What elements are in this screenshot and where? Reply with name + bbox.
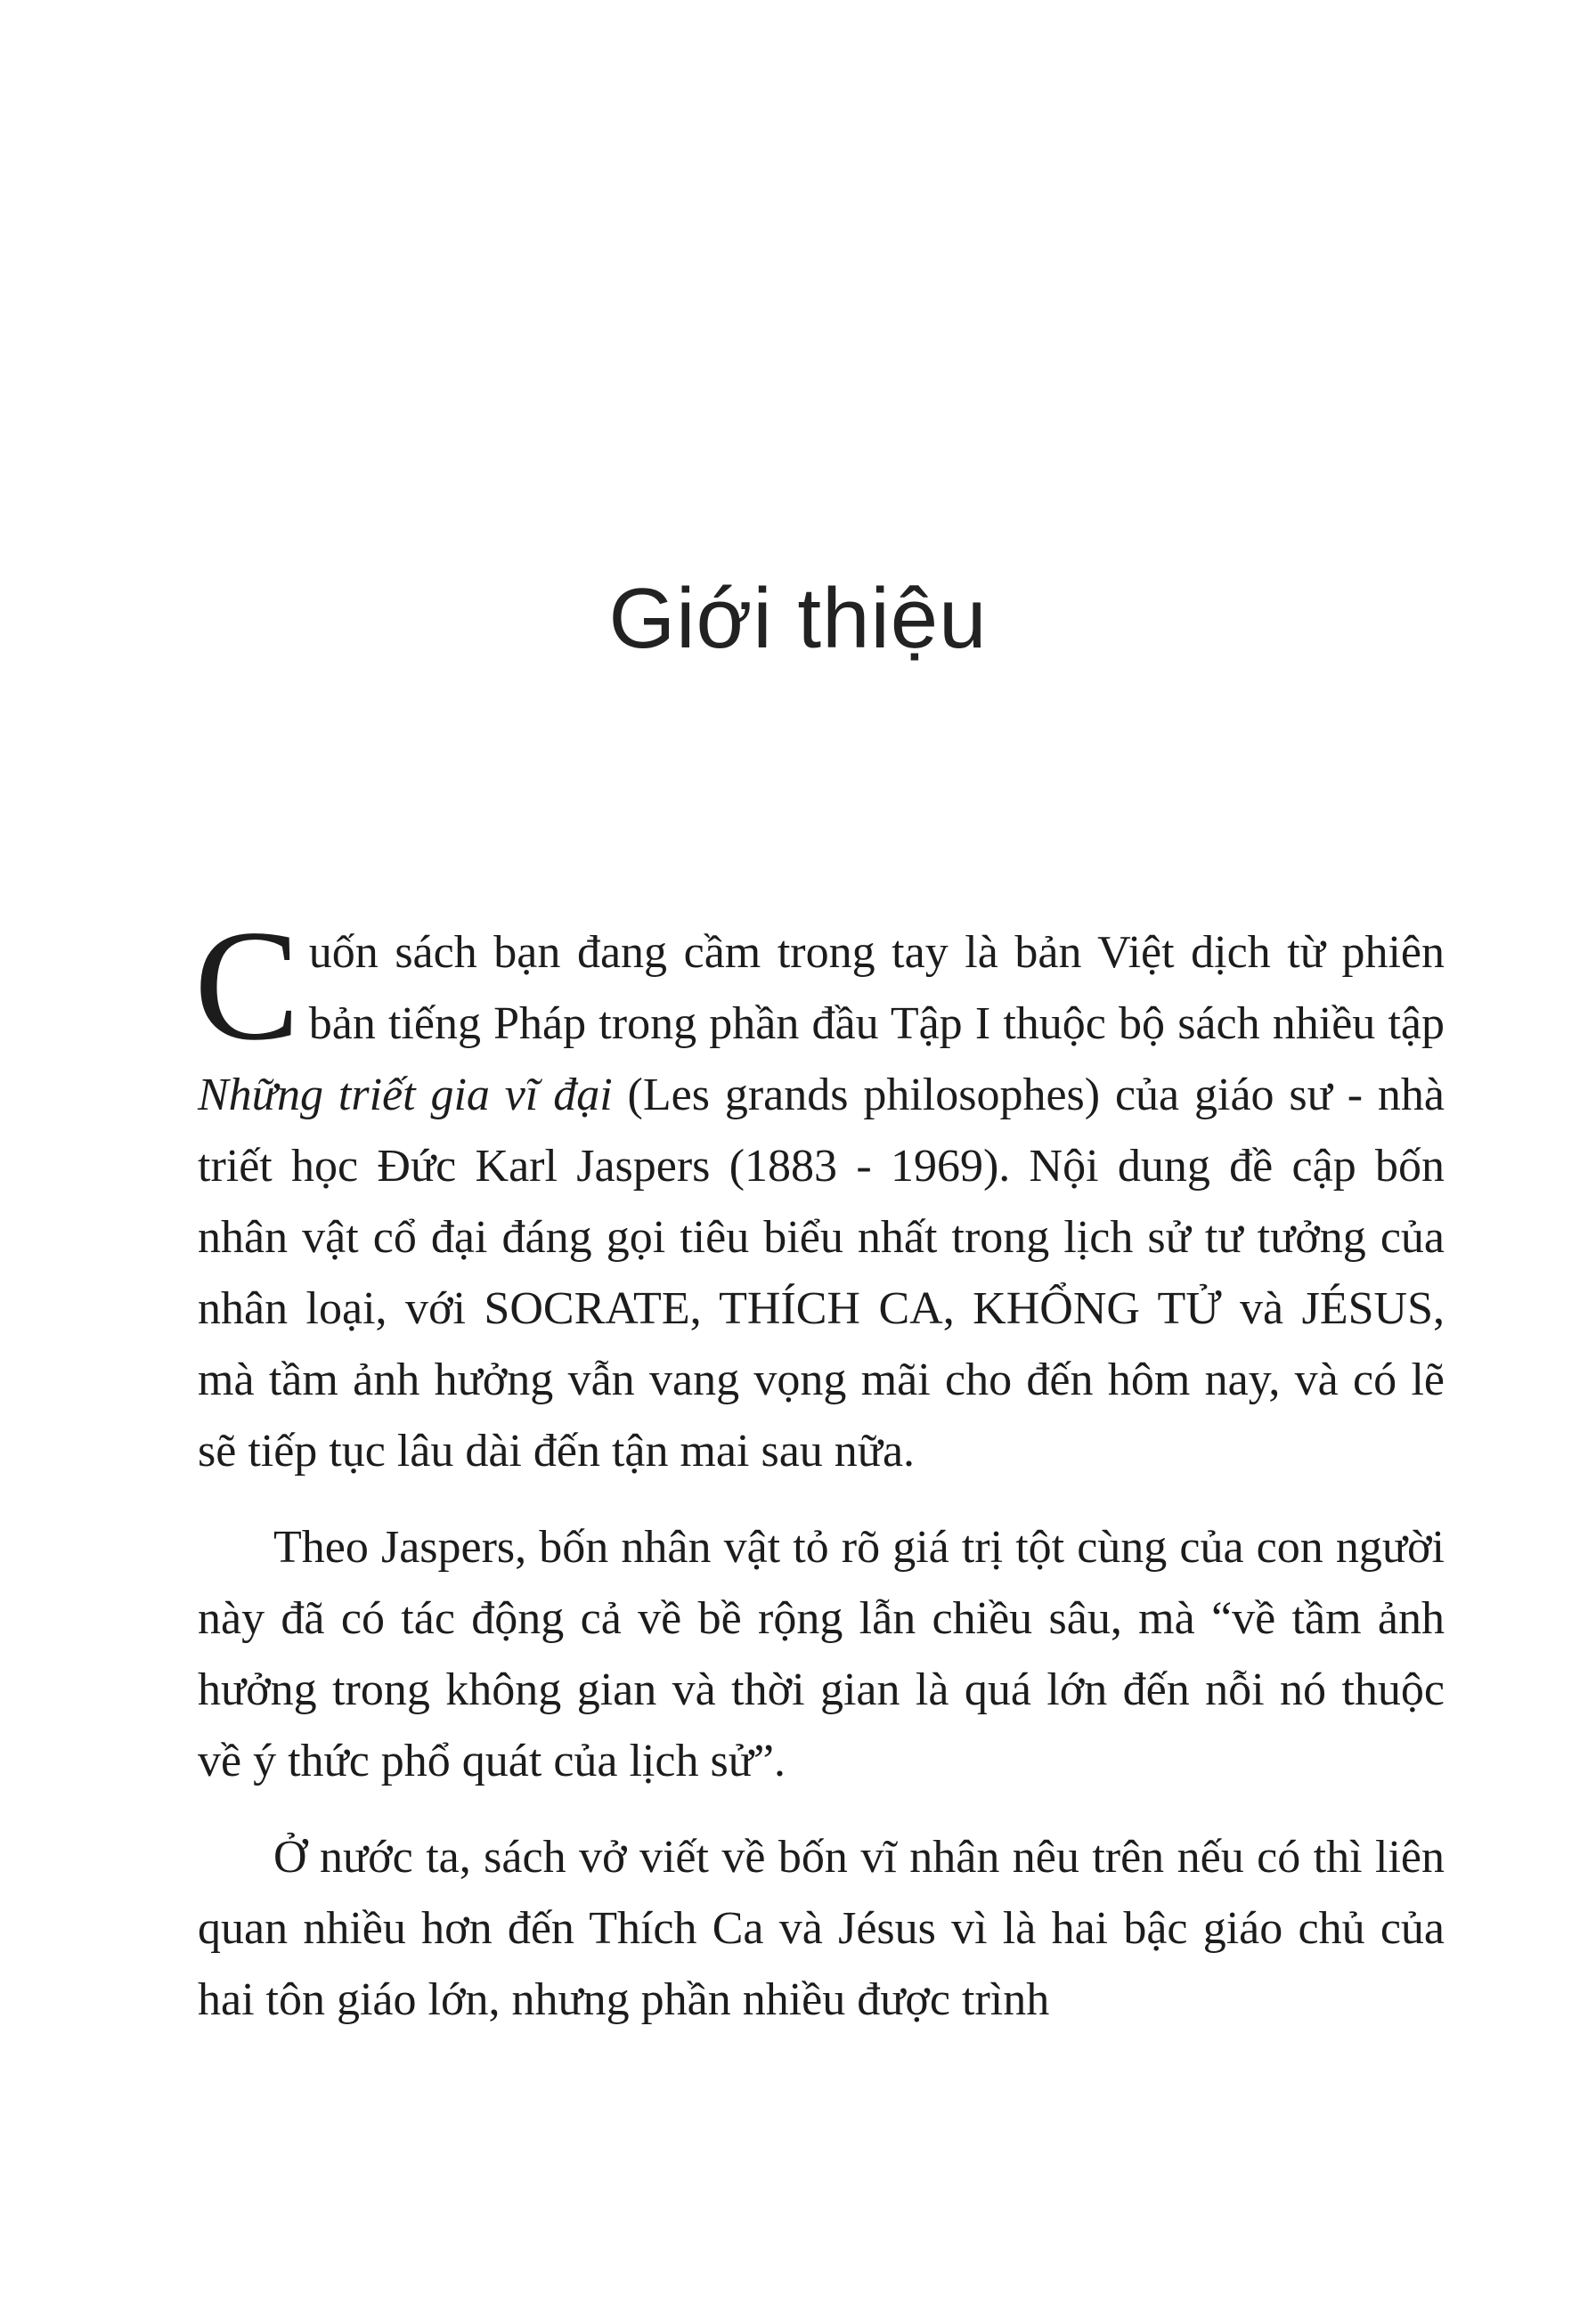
drop-cap: C bbox=[194, 897, 300, 1073]
paragraph-1-text-start: uốn sách bạn đang cầm trong tay là bản Việt dịch từ phiên bản tiếng Pháp trong phần đầu Tập I thuộc bộ sách nhiều tập bbox=[308, 927, 1445, 1049]
paragraph-1-text-end: (Les grands philosophes) của giáo sư - nhà triết học Đức Karl Jaspers (1883 - 1969). Nội dung đề cập bốn nhân vật cổ đại đáng gọi tiêu biểu nhất trong lịch sử tư tưởng của nhân loại, với SOCRATE, THÍCH CA, KHỔNG TỬ và JÉSUS, mà tầm ảnh hưởng vẫn vang vọng mãi cho đến hôm nay, và có lẽ sẽ tiếp tục lâu dài đến tận mai sau nữa. bbox=[198, 1070, 1445, 1477]
body-text bbox=[194, 897, 1445, 2036]
paragraph-3: Ở nước ta, sách vở viết về bốn vĩ nhân nêu trên nếu có thì liên quan nhiều hơn đến Thích Ca và Jésus vì là hai bậc giáo chủ của hai tôn giáo lớn, nhưng phần nhiều được trình bbox=[198, 1832, 1445, 2025]
chapter-title: Giới thiệu bbox=[608, 571, 988, 666]
paragraph-2: Theo Jaspers, bốn nhân vật tỏ rõ giá trị tột cùng của con người này đã có tác động cả về bề rộng lẫn chiều sâu, mà “về tầm ảnh hưởng trong không gian và thời gian là quá lớn đến nỗi nó thuộc về ý thức phổ quát của lịch sử”. bbox=[198, 1522, 1445, 1786]
paragraph-1 bbox=[194, 897, 1445, 1487]
book-title-italic: Những triết gia vĩ đại bbox=[198, 1070, 613, 1120]
